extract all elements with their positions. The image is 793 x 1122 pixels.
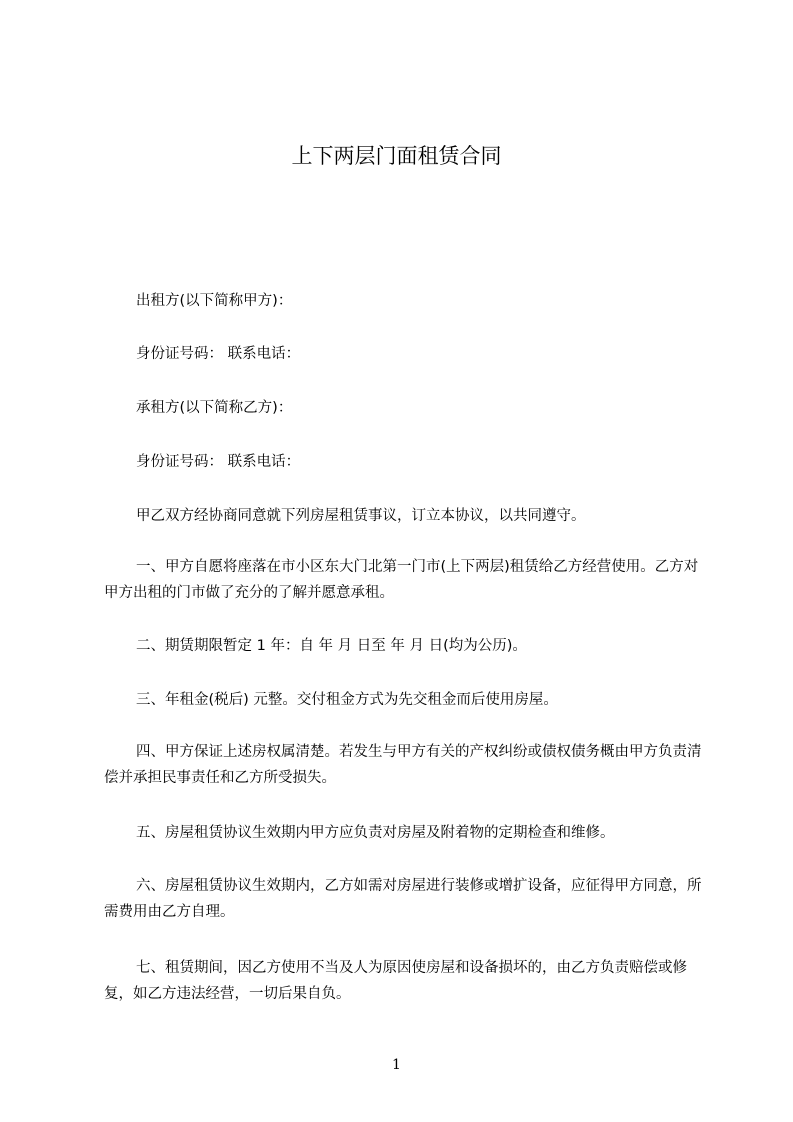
lessee-line: 承租方(以下简称乙方)： [136, 400, 293, 416]
page-number: 1 [392, 1057, 401, 1073]
lessee-id-phone-line: 身份证号码： 联系电话： [136, 454, 301, 470]
clause-2: 二、期赁期限暂定 1 年：自 年 月 日至 年 月 日(均为公历)。 [136, 638, 527, 654]
clause-1: 一、甲方自愿将座落在市小区东大门北第一门市(上下两层)租赁给乙方经营使用。乙方对甲方出租的门市做了充分的了解并愿意承租。 [104, 559, 699, 601]
clause-5: 五、房屋租赁协议生效期内甲方应负责对房屋及附着物的定期检查和维修。 [136, 825, 615, 841]
document-title: 上下两层门面租赁合同 [291, 144, 502, 168]
lessor-id-phone-line: 身份证号码： 联系电话： [136, 346, 301, 362]
lessor-line: 出租方(以下简称甲方)： [136, 293, 293, 309]
preamble-paragraph: 甲乙双方经协商同意就下列房屋租赁事议，订立本协议，以共同遵守。 [136, 508, 586, 524]
clause-3: 三、年租金(税后) 元整。交付租金方式为先交租金而后使用房屋。 [136, 692, 558, 708]
clause-4: 四、甲方保证上述房权属清楚。若发生与甲方有关的产权纠纷或债权债务概由甲方负责清偿并承担民事责任和乙方所受损失。 [104, 744, 702, 786]
clause-7: 七、租赁期间，因乙方使用不当及人为原因使房屋和设备损坏的，由乙方负责赔偿或修复，如乙方违法经营，一切后果自负。 [104, 960, 687, 1002]
clause-6: 六、房屋租赁协议生效期内，乙方如需对房屋进行装修或增扩设备，应征得甲方同意，所需费用由乙方自理。 [104, 878, 702, 920]
